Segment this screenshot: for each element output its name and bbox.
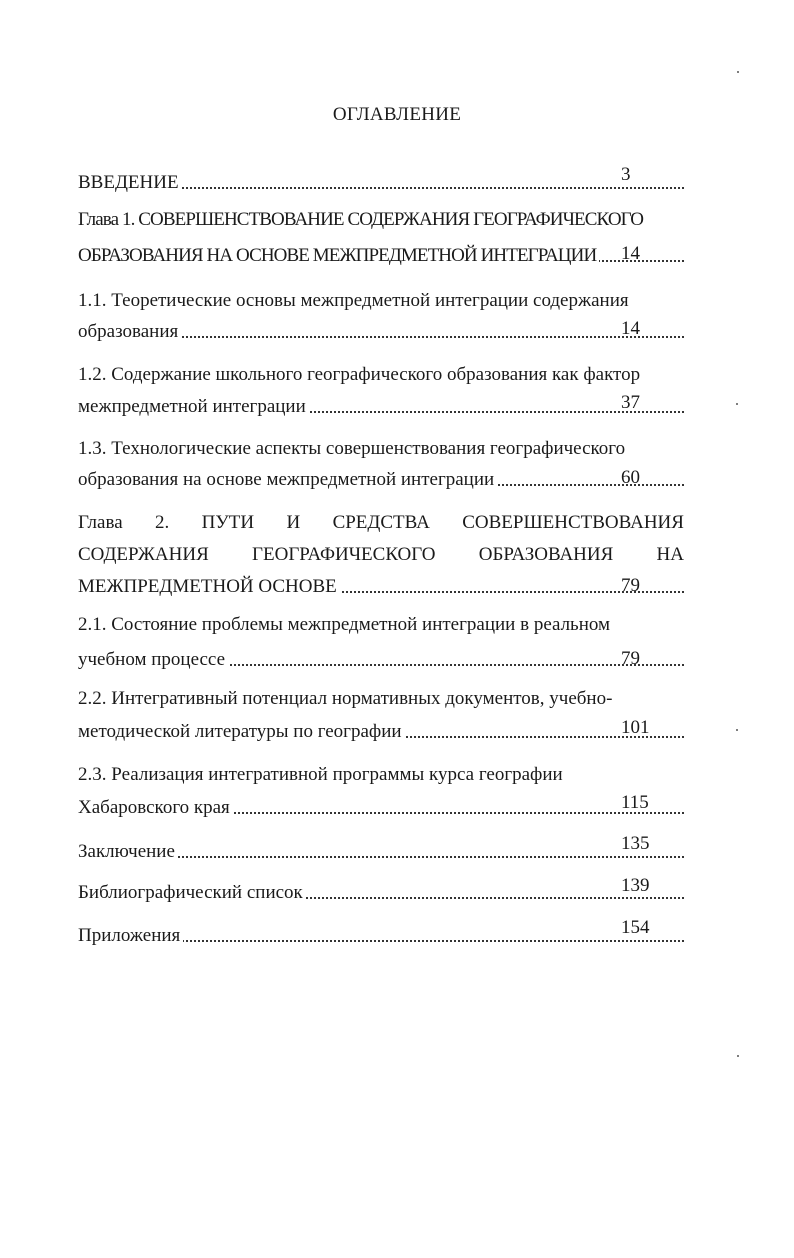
toc-word: СРЕДСТВА xyxy=(332,512,430,533)
toc-page-number: 3 xyxy=(621,164,631,185)
toc-entry-line: учебном процессе xyxy=(78,647,684,673)
toc-page-number: 79 xyxy=(621,575,640,596)
scan-speck xyxy=(736,729,738,731)
toc-page-number: 14 xyxy=(621,318,640,339)
toc-entry-line: ВВЕДЕНИЕ xyxy=(78,170,684,196)
toc-entry-line xyxy=(78,542,684,568)
toc-page-number: 60 xyxy=(621,467,640,488)
toc-word: И xyxy=(286,512,301,533)
toc-entry-line: 2.3. Реализация интегративной программы курса географии xyxy=(78,764,563,785)
toc-page-number: 14 xyxy=(621,243,640,264)
toc-page-number: 79 xyxy=(621,648,640,669)
toc-entry-line: 1.2. Содержание школьного географического образования как фактор xyxy=(78,364,641,385)
toc-word: СОДЕРЖАНИЯ xyxy=(78,544,209,565)
toc-page-number: 37 xyxy=(621,392,640,413)
toc-entry-line: межпредметной интеграции xyxy=(78,394,684,420)
toc-word: ГЕОГРАФИЧЕСКОГО xyxy=(252,544,436,565)
toc-word: СОВЕРШЕНСТВОВАНИЯ xyxy=(462,512,684,533)
scan-speck xyxy=(736,403,738,405)
toc-word: ПУТИ xyxy=(201,512,255,533)
toc-page-number: 101 xyxy=(621,717,650,738)
toc-entry-line: Хабаровского края xyxy=(78,795,684,821)
toc-entry-line xyxy=(78,510,684,536)
toc-entry-line: МЕЖПРЕДМЕТНОЙ ОСНОВЕ xyxy=(78,574,684,600)
toc-entry-line: 1.1. Теоретические основы межпредметной интеграции содержания xyxy=(78,290,629,311)
toc-entry-line: Глава 1. СОВЕРШЕНСТВОВАНИЕ СОДЕРЖАНИЯ ГЕОГРАФИЧЕСКОГО xyxy=(78,209,644,230)
toc-page-number: 154 xyxy=(621,917,650,938)
toc-page-number: 135 xyxy=(621,833,650,854)
toc-entry-line: ОБРАЗОВАНИЯ НА ОСНОВЕ МЕЖПРЕДМЕТНОЙ ИНТЕГРАЦИИ xyxy=(78,243,684,269)
toc-entry-line: образования на основе межпредметной интеграции xyxy=(78,467,684,493)
toc-entry-line: методической литературы по географии xyxy=(78,719,684,745)
toc-entry-line: Приложения xyxy=(78,923,684,949)
toc-entry-line: Библиографический список xyxy=(78,880,684,906)
toc-page-number: 115 xyxy=(621,792,649,813)
scan-speck xyxy=(737,71,739,73)
toc-word: Глава xyxy=(78,512,123,533)
toc-page-number: 139 xyxy=(621,875,650,896)
toc-entry-line: 2.2. Интегративный потенциал нормативных документов, учебно- xyxy=(78,688,613,709)
toc-word: ОБРАЗОВАНИЯ xyxy=(478,544,614,565)
scan-speck xyxy=(737,1055,739,1057)
toc-entry-line: Заключение xyxy=(78,839,684,865)
toc-word: НА xyxy=(656,544,684,565)
toc-entry-line: образования xyxy=(78,319,684,345)
page-title: ОГЛАВЛЕНИЕ xyxy=(332,104,462,125)
toc-word: 2. xyxy=(154,512,170,533)
toc-entry-line: 2.1. Состояние проблемы межпредметной интеграции в реальном xyxy=(78,614,611,635)
toc-entry-line: 1.3. Технологические аспекты совершенствования географического xyxy=(78,438,626,459)
